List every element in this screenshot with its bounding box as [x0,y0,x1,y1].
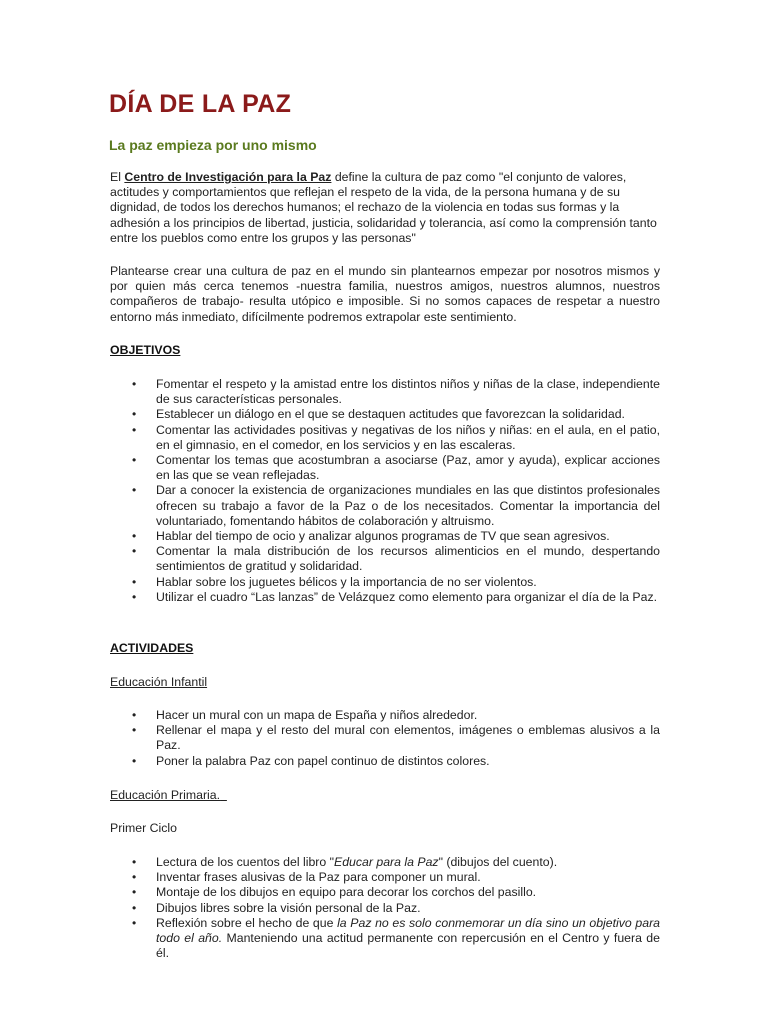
bullet-icon: • [132,574,137,589]
list-item [110,708,660,723]
bullet-icon: • [132,529,137,544]
list-item-text: Comentar los temas que acostumbran a asociarse (Paz, amor y ayuda), explicar acciones en las que se vean reflejadas. [156,453,660,483]
list-item [110,723,660,753]
list-item [110,855,660,870]
primer-item2: Inventar frases alusivas de la Paz para componer un mural. [156,870,481,885]
list-item [110,377,660,407]
objetivos-list [110,377,660,605]
page-title: DÍA DE LA PAZ [109,90,292,118]
primer-item1-prefix: Lectura de los cuentos del libro " [156,855,334,869]
list-item-text: Dar a conocer la existencia de organizaciones mundiales en las que distintos profesionales ofrecen su trabajo a favor de la Paz o de los necesitados. Comentar la importancia del voluntariado, fomentando hábitos de colaboración y altruismo. [156,483,660,528]
list-item [110,483,660,529]
centro-investigacion-link[interactable]: Centro de Investigación para la Paz [124,170,332,184]
list-item [110,407,660,422]
intro-text: define la cultura de paz como "el conjunto de valores, actitudes y comportamientos que reflejan el respeto de la vida, de la persona humana y de su dignidad, de todos los derechos humanos; el rechazo de la violencia en todas sus formas y la adhesión a los principios de libertad, justicia, solidaridad y tolerancia, así como la comprensión tanto entre los pueblos como entre los grupos y las personas" [110,170,657,245]
primer-ciclo-list [110,855,660,961]
list-item-text: Hablar sobre los juguetes bélicos y la importancia de no ser violentos. [156,574,537,589]
primer-item5-prefix: Reflexión sobre el hecho de que [156,915,338,930]
bullet-icon: • [132,900,137,915]
primaria-heading [110,788,227,802]
list-item-text: Hacer un mural con un mapa de España y niños alrededor. [156,708,478,722]
primer-item5-suffix: Manteniendo una actitud permanente con repercusión en el Centro y fuera de él. [156,931,660,961]
second-paragraph: Plantearse crear una cultura de paz en el mundo sin plantearnos empezar por nosotros mismos y por quien más cerca tenemos -nuestra familia, nuestros amigos, nuestros alumnos, nuestros compañeros de trabajo- resulta utópico e imposible. Si no somos capaces de respetar a nuestro entorno más inmediato, difícilmente podremos extrapolar este sentimiento. [110,264,660,324]
bullet-icon: • [132,855,137,869]
objetivos-heading: OBJETIVOS [110,343,181,357]
bullet-icon: • [132,453,137,468]
bullet-icon: • [132,377,137,391]
list-item [110,544,660,574]
list-item-text: Fomentar el respeto y la amistad entre los distintos niños y niñas de la clase, independiente de sus características personales. [156,377,660,407]
primer-ciclo-heading: Primer Ciclo [110,821,177,835]
primer-item3: Montaje de los dibujos en equipo para decorar los corchos del pasillo. [156,885,537,900]
list-item-text: Comentar la mala distribución de los recursos alimenticios en el mundo, despertando sentimientos de gratitud y solidaridad. [156,544,660,574]
bullet-icon: • [132,885,137,900]
primer-item1-italic: Educar para la Paz [334,855,439,869]
list-item [110,754,660,769]
list-item-text: Hablar del tiempo de ocio y analizar algunos programas de TV que sean agresivos. [156,529,610,544]
bullet-icon: • [132,422,137,437]
list-item [110,870,660,885]
infantil-heading: Educación Infantil [110,675,208,689]
infantil-list [110,708,660,769]
list-item-text: Establecer un diálogo en el que se destaquen actitudes que favorezcan la solidaridad. [156,407,625,422]
list-item [110,423,660,453]
bullet-icon: • [132,723,137,738]
actividades-heading: ACTIVIDADES [110,641,194,655]
primaria-heading-text: Educación Primaria. [110,788,221,802]
bullet-icon: • [132,915,137,930]
list-item [110,916,660,962]
list-item-text: Comentar las actividades positivas y negativas de los niños y niñas: en el aula, en el patio, en el gimnasio, en el comedor, en los servicios y en las escaleras. [156,422,660,452]
list-item-text: Poner la palabra Paz con papel continuo de distintos colores. [156,753,490,768]
bullet-icon: • [132,589,137,604]
list-item [110,575,660,590]
list-item-text: Utilizar el cuadro “Las lanzas” de Velázquez como elemento para organizar el día de la Paz. [156,589,658,604]
intro-prefix: El [110,170,125,184]
list-item [110,529,660,544]
bullet-icon: • [132,544,137,559]
primer-item5-italic: la Paz no es solo conmemorar un día sino un objetivo para todo el año. [156,915,661,946]
primer-item1-suffix: " (dibujos del cuento). [438,855,558,869]
bullet-icon: • [132,708,137,722]
list-item [110,453,660,483]
list-item [110,901,660,916]
bullet-icon: • [132,407,137,422]
list-item-text: Rellenar el mapa y el resto del mural con elementos, imágenes o emblemas alusivos a la Paz. [156,723,660,753]
page-subtitle: La paz empieza por uno mismo [109,137,317,153]
bullet-icon: • [132,483,137,498]
list-item [110,590,660,605]
bullet-icon: • [132,870,137,885]
intro-paragraph [110,170,660,246]
primer-item4: Dibujos libres sobre la visión personal de la Paz. [156,900,421,915]
list-item [110,885,660,900]
bullet-icon: • [132,753,137,768]
